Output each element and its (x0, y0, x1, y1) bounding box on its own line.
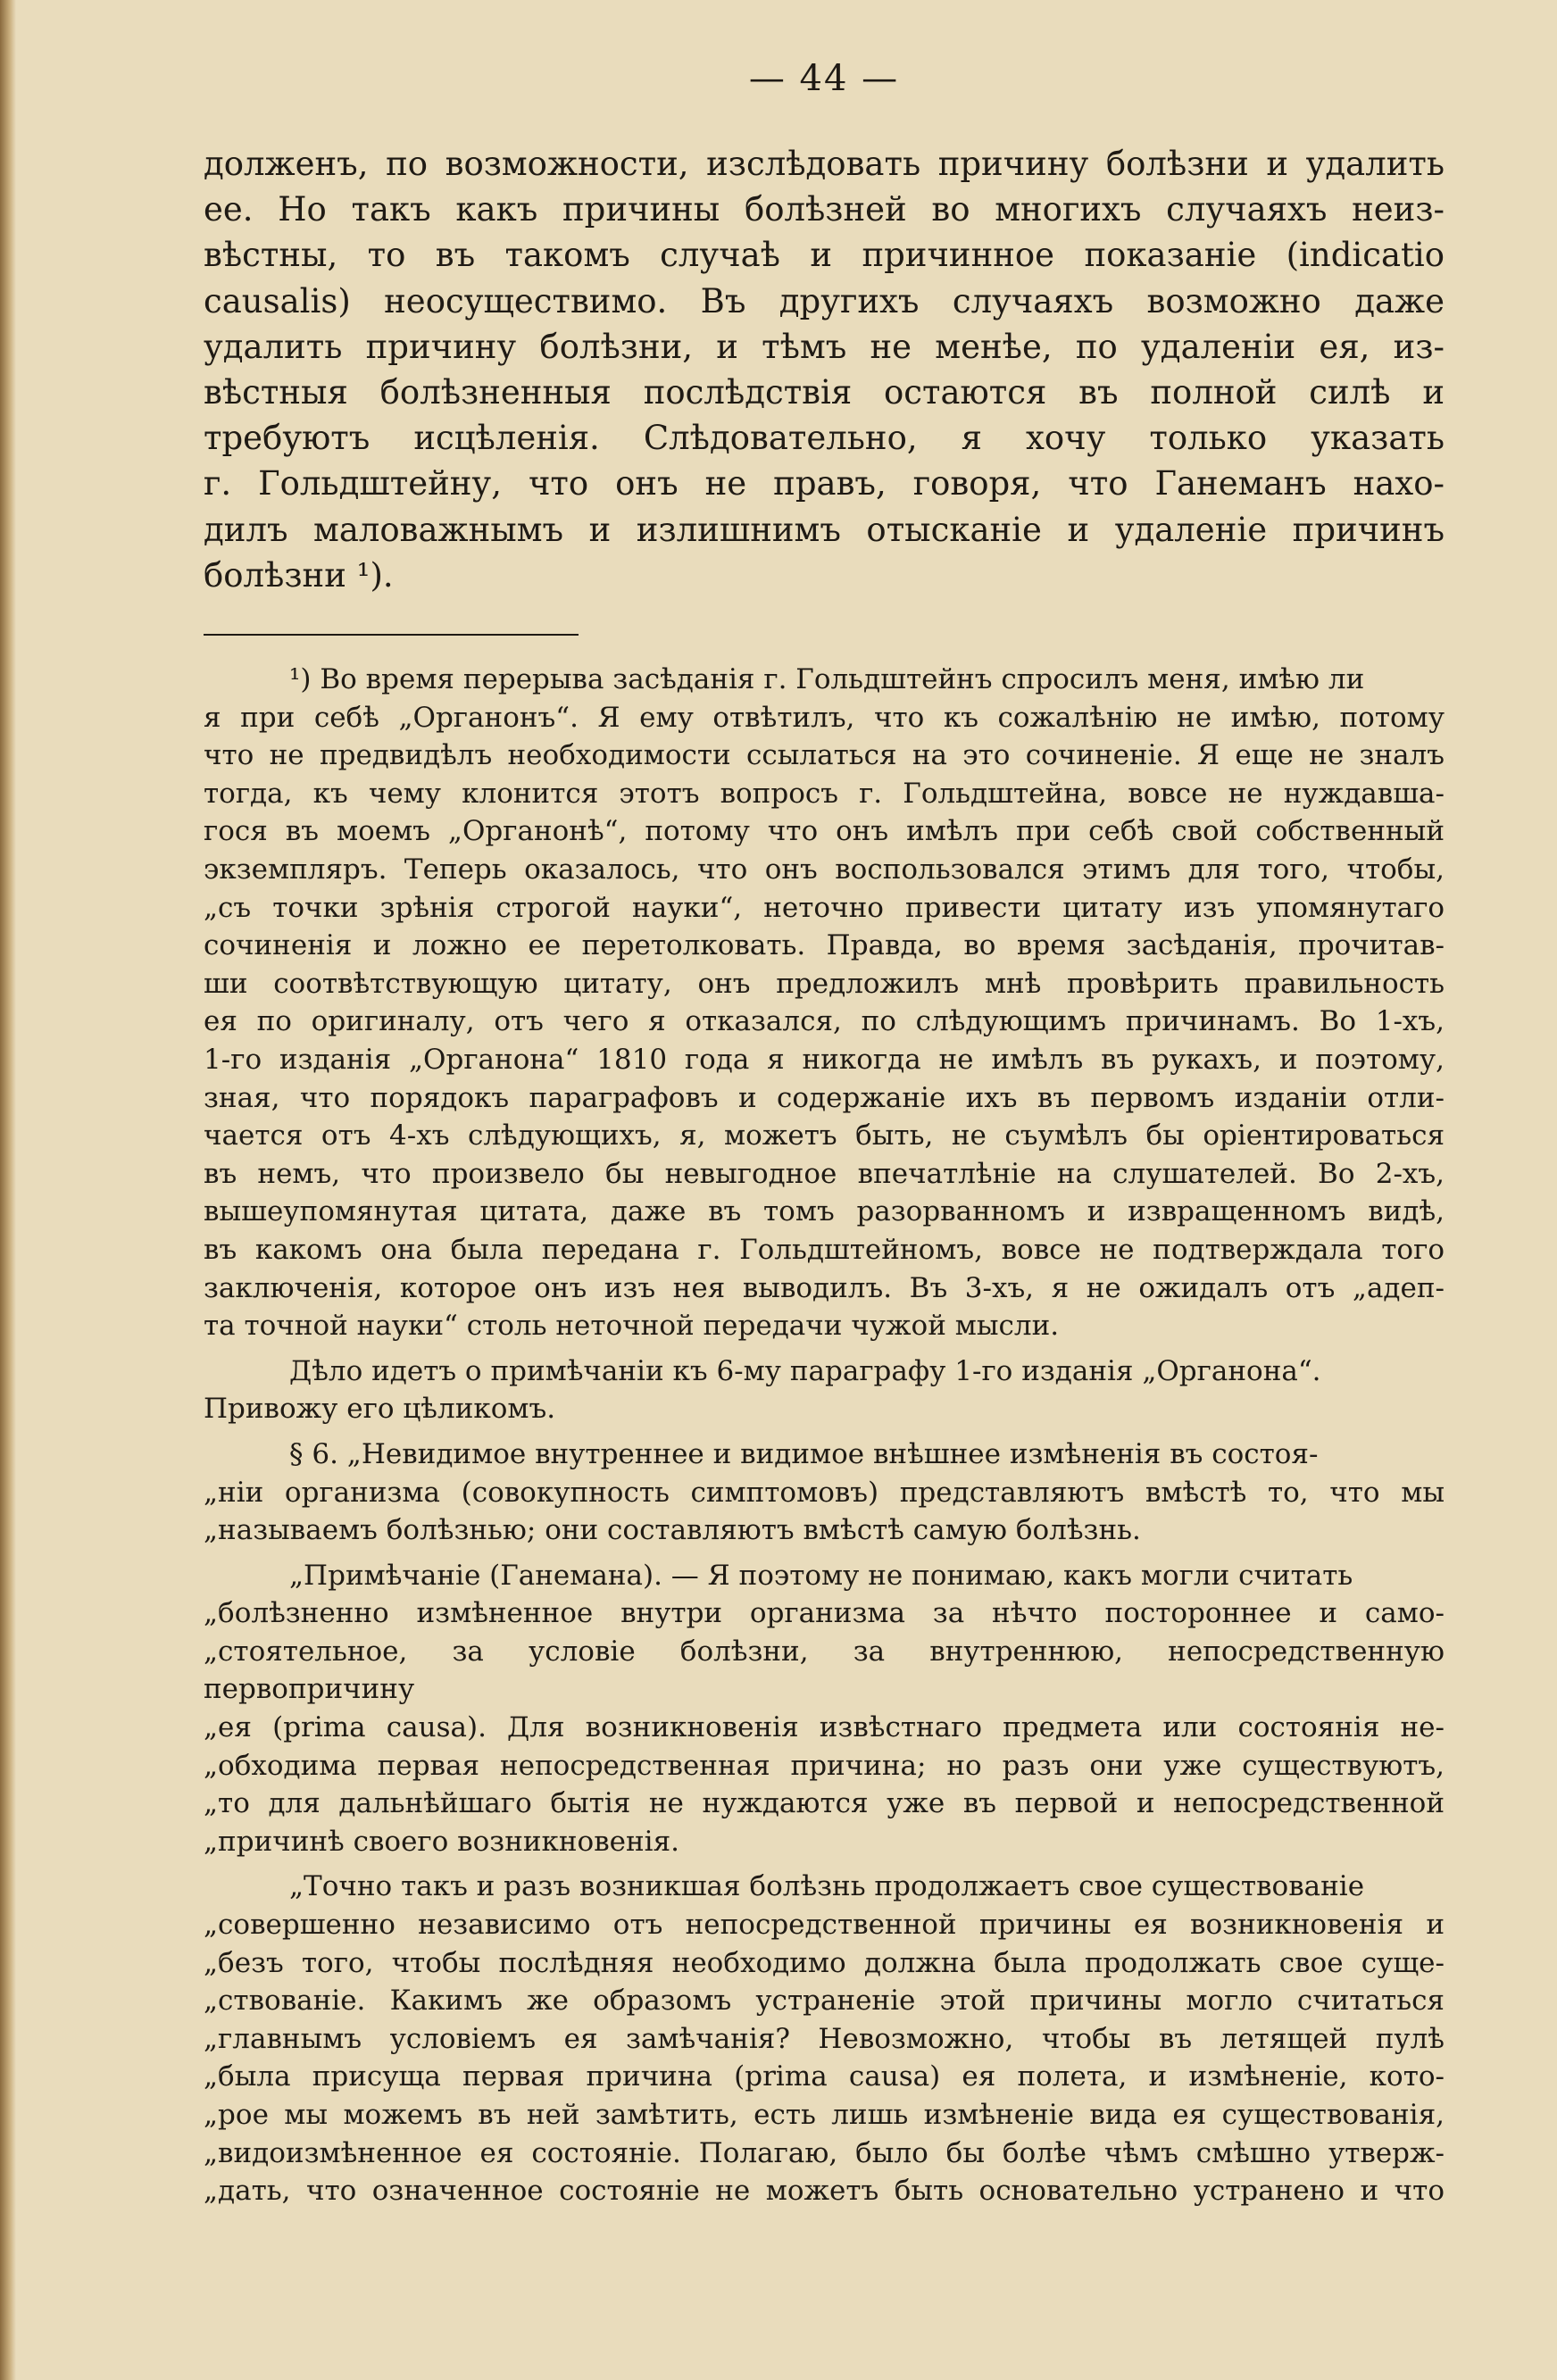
footnote-line: экземпляръ. Теперь оказалось, что онъ воспользовался этимъ для того, чтобы, (204, 853, 1445, 886)
text-line: г. Гольдштейну, что онъ не правъ, говоря, что Ганеманъ нахо- (204, 464, 1445, 503)
footnote-line: ея по оригиналу, отъ чего я отказался, по слѣдующимъ причинамъ. Во 1-хъ, (204, 1005, 1445, 1038)
footnote-line: въ какомъ она была передана г. Гольдштейномъ, вовсе не подтверждала того (204, 1233, 1445, 1266)
footnote-line: та точной науки“ столь неточной передачи чужой мысли. (204, 1310, 1060, 1343)
footnote-line: „была присуща первая причина (prima causa) ея полета, и измѣненіе, кото- (204, 2060, 1445, 2093)
footnote-line: Дѣло идетъ о примѣчаніи къ 6-му параграфу 1-го изданія „Органона“. (289, 1354, 1321, 1387)
text-line: вѣстны, то въ такомъ случаѣ и причинное показаніе (indicatio (204, 236, 1445, 275)
footnote-paragraph (204, 1352, 1445, 1428)
footnote-line: заключенія, которое онъ изъ нея выводилъ. Въ 3-хъ, я не ожидалъ отъ „адеп- (204, 1271, 1445, 1304)
footnote-line: вышеупомянутая цитата, даже въ томъ разорванномъ и извращенномъ видѣ, (204, 1195, 1445, 1228)
footnote-line: что не предвидѣлъ необходимости ссылаться на это сочиненіе. Я еще не зналъ (204, 739, 1445, 772)
footnote-line: „ніи организма (совокупность симптомовъ) представляютъ вмѣстѣ то, что мы (204, 1476, 1445, 1509)
text-line: causalis) неосуществимо. Въ другихъ случаяхъ возможно даже (204, 281, 1445, 320)
footnote-line: „видоизмѣненное ея состояніе. Полагаю, было бы болѣе чѣмъ смѣшно утверж- (204, 2136, 1445, 2169)
footnote-line: „Точно такъ и разъ возникшая болѣзнь продолжаетъ свое существованіе (289, 1870, 1365, 1903)
text-line: требуютъ исцѣленія. Слѣдовательно, я хочу только указать (204, 419, 1445, 458)
footnote-line: „стоятельное, за условіе болѣзни, за внутреннюю, непосредственную первопричину (204, 1635, 1445, 1706)
text-line: вѣстныя болѣзненныя послѣдствія остаются въ полной силѣ и (204, 373, 1445, 412)
main-text (204, 141, 1445, 598)
footnote-line: 1-го изданія „Органона“ 1810 года я никогда не имѣлъ въ рукахъ, и поэтому, (204, 1043, 1445, 1076)
footnote-paragraph (204, 661, 1445, 1345)
footnote-line: я при себѣ „Органонъ“. Я ему отвѣтилъ, что къ сожалѣнію не имѣю, потому (204, 701, 1445, 734)
footnote-line: „совершенно независимо отъ непосредственной причины ея возникновенія и (204, 1909, 1445, 1942)
footnote-line: зная, что порядокъ параграфовъ и содержаніе ихъ въ первомъ изданіи отли- (204, 1081, 1445, 1114)
footnote-line: „безъ того, чтобы послѣдняя необходимо должна была продолжать свое суще- (204, 1946, 1445, 1979)
footnote-divider (204, 634, 579, 636)
footnote-line: „главнымъ условіемъ ея замѣчанія? Невозможно, чтобы въ летящей пулѣ (204, 2022, 1445, 2055)
footnote-paragraph (204, 1868, 1445, 2209)
footnote-line: „ствованіе. Какимъ же образомъ устраненіе этой причины могло считаться (204, 1985, 1445, 2018)
book-page (204, 54, 1445, 2210)
page-binding-edge (0, 0, 16, 2380)
text-line: болѣзни ¹). (204, 555, 394, 595)
footnote-line: ¹) Во время перерыва засѣданія г. Гольдштейнъ спросилъ меня, имѣю ли (289, 663, 1365, 696)
footnote-line: „Примѣчаніе (Ганемана). — Я поэтому не понимаю, какъ могли считать (289, 1559, 1353, 1592)
footnote-line: ши соотвѣтствующую цитату, онъ предложилъ мнѣ провѣрить правильность (204, 967, 1445, 1000)
footnote-line: чается отъ 4-хъ слѣдующихъ, я, можетъ быть, не съумѣлъ бы оріентироваться (204, 1119, 1445, 1153)
footnote-line: сочиненія и ложно ее перетолковать. Правда, во время засѣданія, прочитав- (204, 929, 1445, 962)
footnote-line: „съ точки зрѣнія строгой науки“, неточно привести цитату изъ упомянутаго (204, 891, 1445, 924)
footnote-line: „обходима первая непосредственная причина; но разъ они уже существуютъ, (204, 1749, 1445, 1782)
footnote-line: „причинѣ своего возникновенія. (204, 1825, 680, 1858)
page-number: — 44 — (748, 58, 900, 99)
text-line: дилъ маловажнымъ и излишнимъ отысканіе и удаленіе причинъ (204, 510, 1445, 549)
footnote-line: въ немъ, что произвело бы невыгодное впечатлѣніе на слушателей. Во 2-хъ, (204, 1157, 1445, 1190)
footnote-paragraph (204, 1435, 1445, 1550)
footnote-line: Привожу его цѣликомъ. (204, 1393, 556, 1426)
footnote-line: „ея (prima causa). Для возникновенія извѣстнаго предмета или состоянія не- (204, 1711, 1445, 1744)
footnote-line: „называемъ болѣзнью; они составляютъ вмѣстѣ самую болѣзнь. (204, 1514, 1141, 1547)
footnote-line: § 6. „Невидимое внутреннее и видимое внѣшнее измѣненія въ состоя- (289, 1437, 1319, 1470)
text-line: ее. Но такъ какъ причины болѣзней во многихъ случаяхъ неиз- (204, 190, 1445, 229)
footnote-line: гося въ моемъ „Органонѣ“, потому что онъ имѣлъ при себѣ свой собственный (204, 815, 1445, 848)
footnote-paragraph (204, 1557, 1445, 1861)
footnote-line: „рое мы можемъ въ ней замѣтить, есть лишь измѣненіе вида ея существованія, (204, 2099, 1445, 2131)
footnote-line: тогда, къ чему клонится этотъ вопросъ г. Гольдштейна, вовсе не нуждавша- (204, 777, 1445, 810)
footnote-line: „дать, что означенное состояніе не можетъ быть основательно устранено и что (204, 2175, 1445, 2208)
text-line: удалить причину болѣзни, и тѣмъ не менѣе, по удаленіи ея, из- (204, 327, 1445, 366)
footnote (204, 661, 1445, 2210)
footnote-line: „то для дальнѣйшаго бытія не нуждаются уже въ первой и непосредственной (204, 1787, 1445, 1820)
text-line: долженъ, по возможности, изслѣдовать причину болѣзни и удалить (204, 145, 1445, 183)
footnote-line: „болѣзненно измѣненное внутри организма за нѣчто постороннее и само- (204, 1597, 1445, 1630)
